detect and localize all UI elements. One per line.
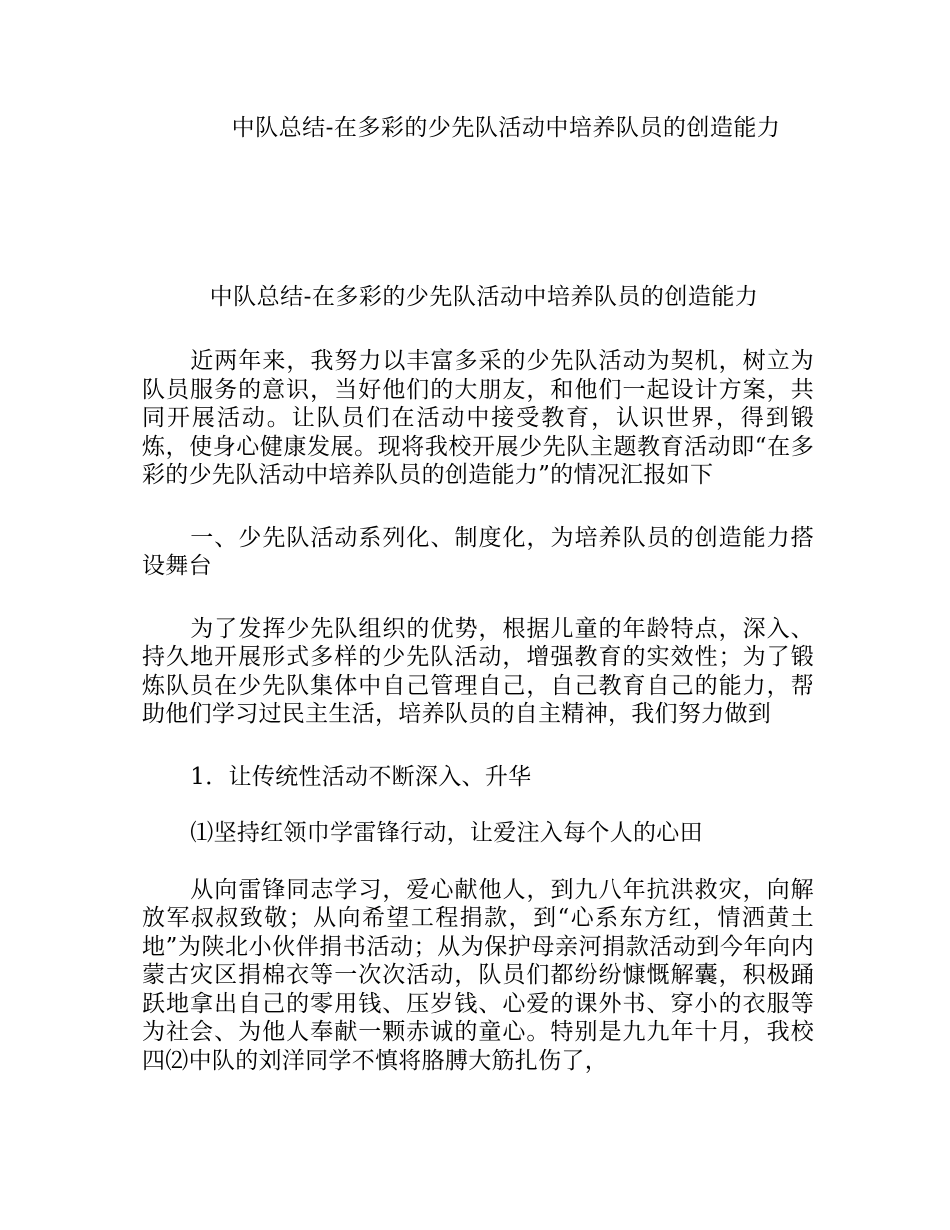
paragraph-section-heading: 一、少先队活动系列化、制度化，为培养队员的创造能力搭设舞台 [142, 524, 814, 579]
paragraph-section-body: 为了发挥少先队组织的优势，根据儿童的年龄特点，深入、持久地开展形式多样的少先队活动，增强教育的实效性；为了锻炼队员在少先队集体中自己管理自己，自己教育自己的能力，帮助他们学习过民主生活，培养队员的自主精神，我们努力做到 [142, 615, 814, 727]
paragraph-item-body: 从向雷锋同志学习，爱心献他人，到九八年抗洪救灾，向解放军叔叔致敬；从向希望工程捐款，到“心系东方红，情洒黄土地”为陕北小伙伴捐书活动；从为保护母亲河捐款活动到今年向内蒙古灾区捐棉衣等一次次活动，队员们都纷纷慷慨解囊，积极踊跃地拿出自己的零用钱、压岁钱、心爱的课外书、穿小的衣服等为社会、为他人奉献一颗赤诚的童心。特别是九九年十月，我校四⑵中队的刘洋同学不慎将胳膊大筋扎伤了， [142, 876, 814, 1074]
paragraph-subheading: 1．让传统性活动不断深入、升华 [190, 763, 532, 790]
paragraph-item-heading: ⑴坚持红领巾学雷锋行动，让爱注入每个人的心田 [190, 820, 703, 846]
header-title: 中队总结-在多彩的少先队活动中培养队员的创造能力 [231, 115, 781, 141]
document-body [142, 282, 814, 1109]
paragraph-intro: 近两年来，我努力以丰富多采的少先队活动为契机，树立为队员服务的意识，当好他们的大朋友，和他们一起设计方案，共同开展活动。让队员们在活动中接受教育，认识世界，得到锻炼，使身心健康发展。现将我校开展少先队主题教育活动即“在多彩的少先队活动中培养队员的创造能力”的情况汇报如下 [142, 348, 814, 488]
document-title: 中队总结-在多彩的少先队活动中培养队员的创造能力 [209, 284, 759, 310]
